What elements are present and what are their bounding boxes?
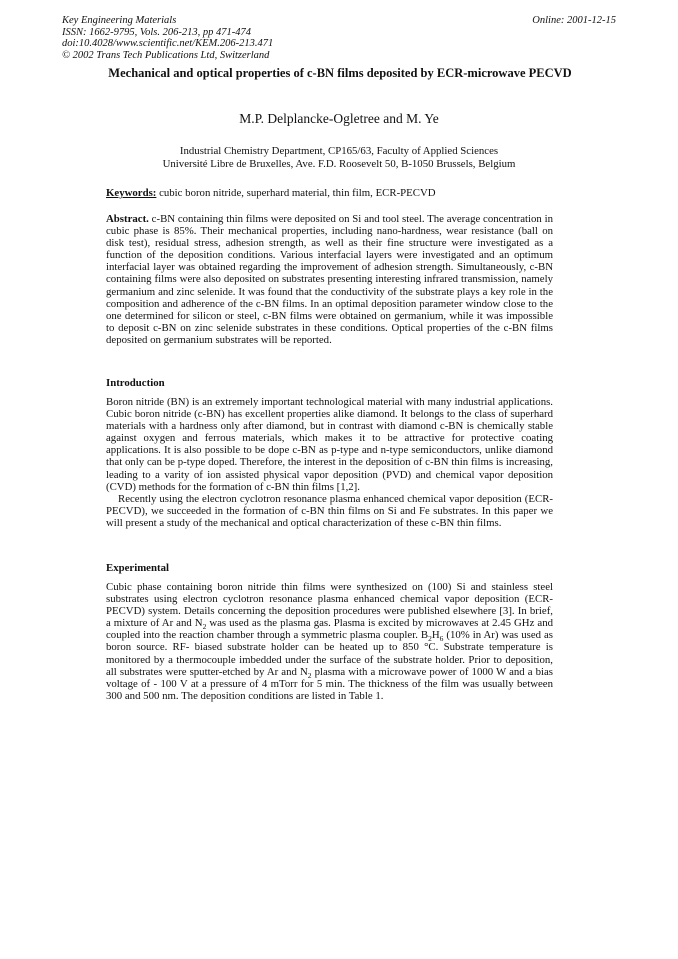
journal-header [62, 15, 273, 61]
issn-line: ISSN: 1662-9795, Vols. 206-213, pp 471-474 [62, 26, 251, 38]
affiliation-line-2: Université Libre de Bruxelles, Ave. F.D. Roosevelt 50, B-1050 Brussels, Belgium [162, 158, 516, 170]
introduction-heading: Introduction [106, 377, 165, 389]
introduction-paragraph-2: Recently using the electron cyclotron resonance plasma enhanced chemical vapor deposition (ECR-PECVD), we succeeded in the formation of c-BN thin films on Si and Fe substrates. In this paper we will present a study of the mechanical and optical characterization of these c-BN thin films. [106, 492, 553, 529]
affiliation-line-1: Industrial Chemistry Department, CP165/63, Faculty of Applied Sciences [179, 145, 499, 157]
abstract [106, 213, 553, 346]
paper-authors: M.P. Delplancke-Ogletree and M. Ye [239, 111, 439, 126]
keywords-label: Keywords: [106, 187, 157, 199]
experimental-paragraph-1: Cubic phase containing boron nitride thin films were synthesized on (100) Si and stainless steel substrates using electron cyclotron resonance plasma enhanced chemical vapor deposition (ECR-PECVD) system. Details concerning the deposition procedures were published elsewhere [3]. In brief, a mixture of Ar and $N_2$ was used as the plasma gas. Plasma is excited by microwaves at 2.45 GHz and coupled into the reaction chamber through a symmetric plasma coupler. $B_2H_6$ (10% in Ar) was used as boron source. RF- biased substrate holder can be heated up to 850 °C. Substrate temperature is monitored by a thermocouple imbedded under the surface of the substrate holder. Prior to deposition, all substrates were sputter-etched by Ar and $N_2$ plasma with a microwave power of 1000 W and a bias voltage of - 100 V at a pressure of 4 mTorr for 5 min. The thickness of the film was usually between 300 and 500 nm. The deposition conditions are listed in Table 1. [106, 581, 553, 702]
paper-title: Mechanical and optical properties of c-BN films deposited by ECR-microwave PECVD [108, 66, 572, 80]
abstract-text: c-BN containing thin films were deposited on Si and tool steel. The average concentration in cubic phase is 85%. Their mechanical properties, including nano-hardness, wear resistance (ball on disk test), residual stress, adhesion strength, as well as their fine structure were investigated as a function of the deposition conditions. Various interfacial layers were investigated and an optimum interfacial layer was obtained regarding the improvement of adhesion strength. Simultaneously, c-BN containing films were also deposited on substrates presenting interesting infrared transmission, namely germanium and zinc selenide. It was found that the conductivity of the substrate plays a key role in the composition and adherence of the c-BN films. In an optimal deposition parameter window close to the one determined for silicon or steel, c-BN films were obtained on germanium, while it was impossible to deposit c-BN on zinc selenide substrates in these conditions. Optical properties of the c-BN films deposited on germanium substrates will be reported. [106, 213, 553, 346]
abstract-label: Abstract. [106, 213, 149, 225]
introduction-body [106, 396, 553, 529]
experimental-body [106, 581, 553, 702]
affiliation [0, 145, 678, 171]
keywords-text: cubic boron nitride, superhard material, thin film, ECR-PECVD [156, 187, 436, 199]
online-date: Online: 2001-12-15 [532, 15, 616, 26]
journal-name: Key Engineering Materials [62, 15, 177, 26]
experimental-heading: Experimental [106, 562, 169, 574]
doi-line: doi:10.4028/www.scientific.net/KEM.206-213.471 [62, 38, 274, 49]
introduction-paragraph-1: Boron nitride (BN) is an extremely important technological material with many industrial applications. Cubic boron nitride (c-BN) has excellent properties alike diamond. It belongs to the class of superhard materials with a hardness only after diamond, but in contrast with diamond c-BN is chemically stable against oxygen and ferrous materials, which makes it to be attractive for protective coating applications. It is also possible to be dope c-BN as p-type and n-type semiconductors, unlike diamond that only can be p-type doped. Therefore, the interest in the deposition of c-BN thin films is increasing, leading to a varity of ion assisted physical vapor deposition (PVD) and chemical vapor deposition (CVD) methods for the formation of c-BN thin films [1,2]. [106, 396, 553, 493]
keywords [106, 187, 553, 199]
copyright-line: © 2002 Trans Tech Publications Ltd, Switzerland [62, 49, 270, 61]
